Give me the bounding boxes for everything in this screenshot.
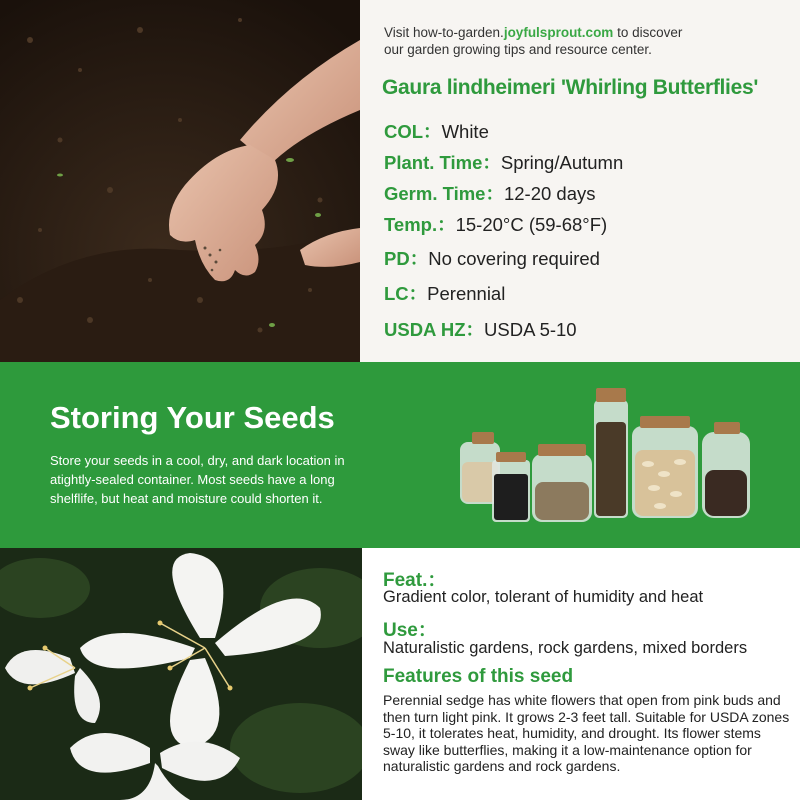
seed-jars-image: [450, 382, 770, 532]
use-label: Use：: [383, 620, 437, 641]
website-link[interactable]: joyfulsprout.com: [503, 25, 614, 40]
feat-label: Feat.：: [383, 570, 447, 591]
spec-key: COL：: [384, 121, 442, 142]
spec-germ-time: [384, 180, 596, 206]
spec-key: Plant. Time：: [384, 152, 501, 173]
spec-value: Perennial: [427, 283, 506, 304]
spec-key: PD：: [384, 248, 429, 269]
top-section: [0, 0, 800, 362]
spec-planting-depth: [384, 245, 600, 271]
plant-info-panel: [360, 0, 800, 362]
features-panel: [362, 548, 800, 800]
visit-website-text: [384, 24, 784, 58]
spec-plant-time: [384, 149, 623, 175]
jar-tall-seeds: [594, 388, 628, 518]
seed-features-label: Features of this seed: [383, 666, 574, 687]
visit-line2: our garden growing tips and resource center.: [384, 42, 652, 57]
spec-key: LC：: [384, 283, 428, 304]
storing-description: Store your seeds in a cool, dry, and dark location in atightly-sealed container. Most seeds have a long shelflife, but heat and moisture could shorten it.: [50, 453, 345, 506]
jar-fine-seeds: [532, 444, 592, 522]
spec-life-cycle: [384, 280, 505, 306]
spec-usda-zone: [384, 316, 577, 342]
visit-prefix: Visit how-to-garden.: [384, 25, 504, 40]
jar-mixed-seeds: [702, 422, 750, 518]
soil-hand-sowing-photo: [0, 0, 360, 362]
flower-illustration: [0, 548, 362, 800]
soil-illustration: [0, 0, 360, 362]
jar-black-seeds: [492, 452, 530, 522]
spec-value: Spring/Autumn: [500, 152, 624, 173]
feat-value: Gradient color, tolerant of humidity and heat: [383, 588, 704, 606]
plant-title: Gaura lindheimeri 'Whirling Butterflies': [382, 76, 759, 99]
seed-features-description: Perennial sedge has white flowers that open from pink buds and then turn light pink. It grows 2-3 feet tall. Suitable for USDA zones 5-10, it tolerates heat, humidity, and drought. Its flower stems sway like butterflies, making it a low-maintenance option for naturalistic gardens and rock gardens.: [383, 692, 790, 774]
storing-title: Storing Your Seeds: [50, 400, 335, 435]
spec-value: No covering required: [428, 248, 600, 269]
spec-value: USDA 5-10: [484, 319, 577, 340]
jar-pumpkin-seeds: [632, 416, 698, 518]
spec-value: 15-20°C (59-68°F): [455, 214, 608, 235]
spec-color: [384, 118, 489, 144]
spec-value: 12-20 days: [503, 183, 596, 204]
storing-seeds-band: [0, 362, 800, 548]
spec-key: Germ. Time：: [384, 183, 504, 204]
use-value: Naturalistic gardens, rock gardens, mixed borders: [383, 639, 748, 657]
spec-temperature: [384, 211, 607, 237]
visit-suffix: to discover: [613, 25, 683, 40]
spec-key: Temp.：: [384, 214, 456, 235]
spec-value: White: [441, 121, 489, 142]
spec-key: USDA HZ：: [384, 319, 485, 340]
gaura-flower-photo: [0, 548, 362, 800]
